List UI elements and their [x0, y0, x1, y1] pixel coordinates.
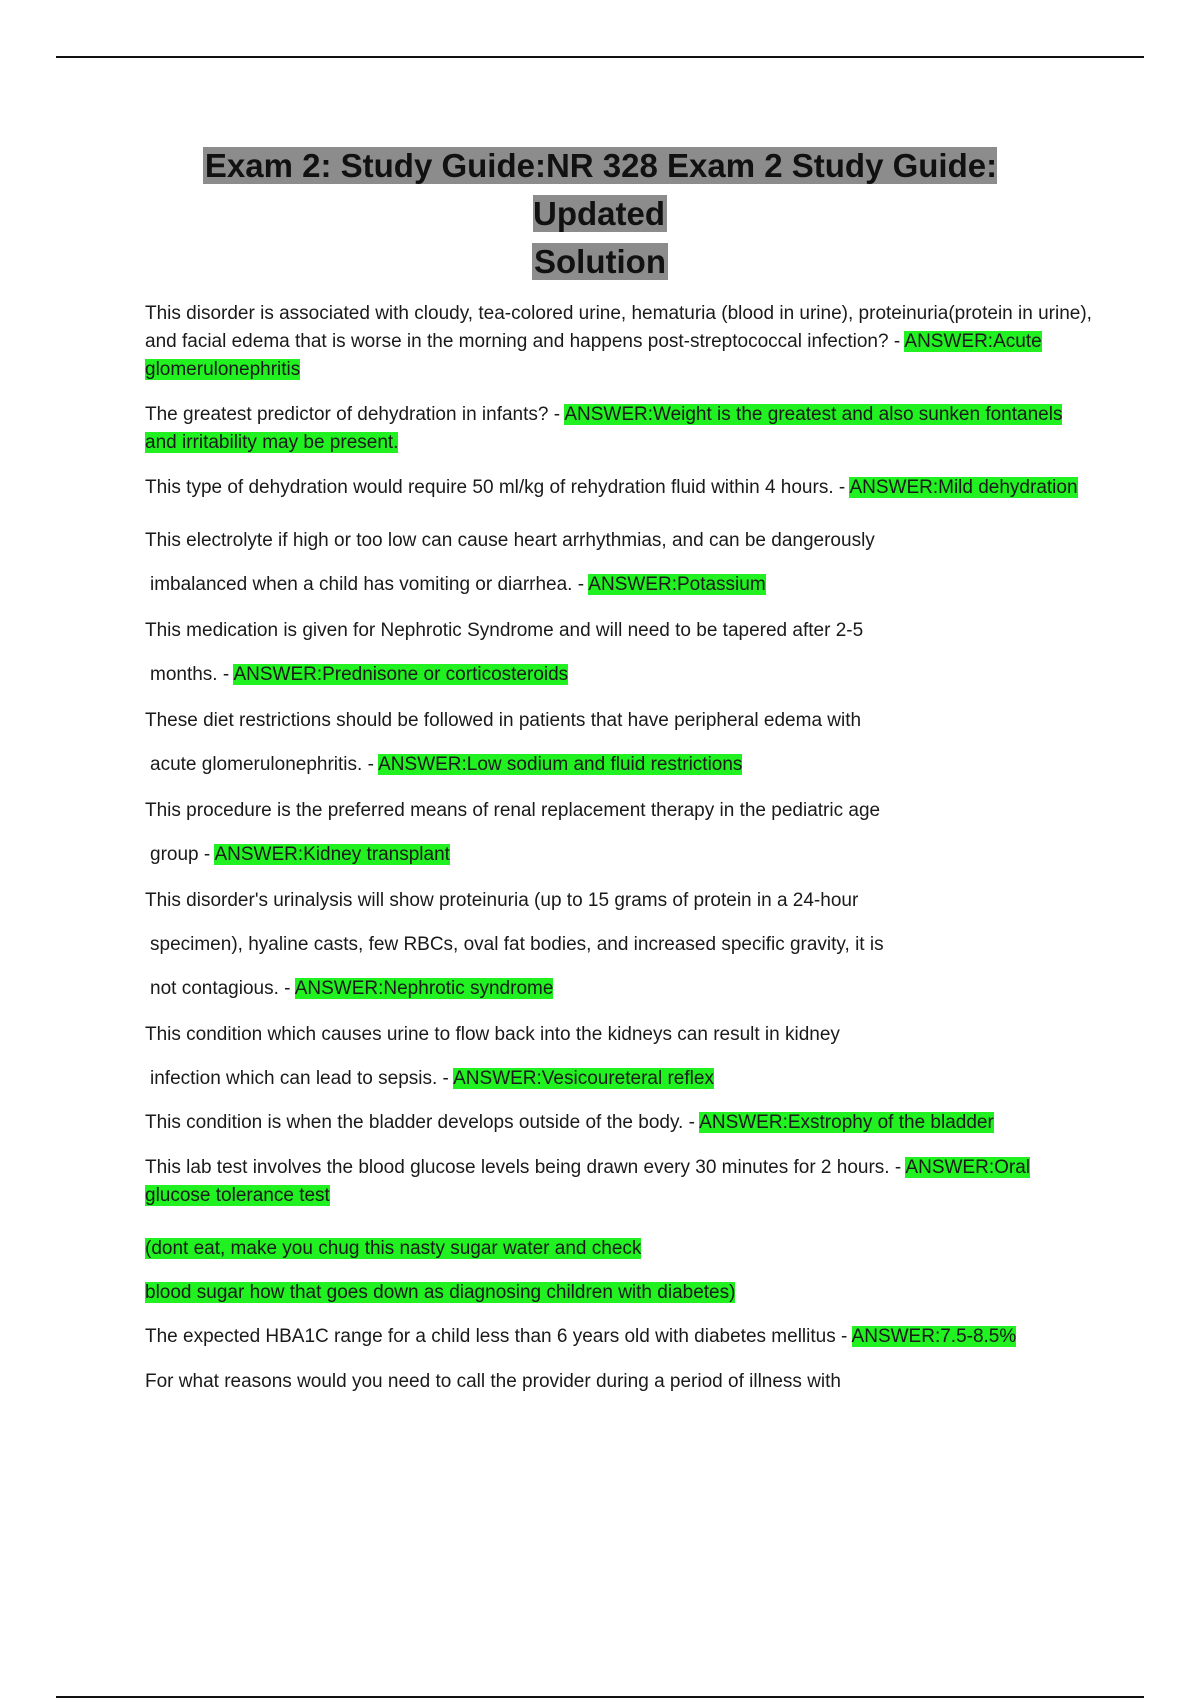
answer-text: ANSWER:Vesicoureteral reflex: [453, 1068, 714, 1089]
answer-note: [145, 1227, 1095, 1315]
qa-item: [145, 879, 1095, 1011]
qa-item: [145, 401, 1095, 457]
qa-item: [145, 1109, 1095, 1137]
title-line-1: Exam 2: Study Guide:NR 328 Exam 2 Study Guide: Updated: [204, 147, 998, 232]
page-title: [150, 142, 1050, 286]
qa-item: [145, 300, 1095, 384]
answer-text: ANSWER:Kidney transplant: [214, 844, 450, 865]
question-text: months. -: [150, 664, 230, 685]
answer-text: ANSWER:Exstrophy of the bladder: [699, 1112, 994, 1133]
question-text: This electrolyte if high or too low can cause heart arrhythmias, and can be dangerously: [145, 530, 875, 551]
question-text: not contagious. -: [150, 978, 291, 999]
answer-text: ANSWER:Potassium: [588, 574, 766, 595]
bottom-rule: [56, 1696, 1144, 1698]
question-text: This procedure is the preferred means of renal replacement therapy in the pediatric age: [145, 800, 881, 821]
answer-text: ANSWER:Mild dehydration: [849, 477, 1078, 498]
answer-text: ANSWER:Weight is the greatest and also sunken fontanels and irritability may be present.: [145, 404, 1063, 453]
top-rule: [56, 56, 1144, 58]
study-guide-content: [145, 300, 1095, 1413]
note-text: blood sugar how that goes down as diagnosing children with diabetes): [145, 1282, 736, 1303]
question-text: This lab test involves the blood glucose levels being drawn every 30 minutes for 2 hours. -: [145, 1157, 902, 1178]
question-text: acute glomerulonephritis. -: [150, 754, 374, 775]
qa-item: [145, 609, 1095, 697]
qa-item: [145, 699, 1095, 787]
question-text: group -: [150, 844, 211, 865]
question-text: This medication is given for Nephrotic Syndrome and will need to be tapered after 2-5: [145, 620, 864, 641]
question-text: This disorder's urinalysis will show proteinuria (up to 15 grams of protein in a 24-hour: [145, 890, 859, 911]
answer-text: ANSWER:Oral glucose tolerance test: [145, 1157, 1030, 1206]
question-text: These diet restrictions should be followed in patients that have peripheral edema with: [145, 710, 862, 731]
answer-text: ANSWER:7.5-8.5%: [851, 1326, 1017, 1347]
qa-item: [145, 474, 1095, 502]
question-text: infection which can lead to sepsis. -: [150, 1068, 449, 1089]
title-line-2: Solution: [534, 243, 666, 280]
question-text: specimen), hyaline casts, few RBCs, oval fat bodies, and increased specific gravity, it is: [150, 934, 884, 955]
question-text: This type of dehydration would require 50 ml/kg of rehydration fluid within 4 hours. -: [145, 477, 846, 498]
answer-text: ANSWER:Low sodium and fluid restrictions: [378, 754, 743, 775]
qa-item: [145, 1154, 1095, 1210]
qa-item: [145, 1013, 1095, 1101]
question-text: This condition is when the bladder develops outside of the body. -: [145, 1112, 695, 1133]
question-text: This disorder is associated with cloudy, tea-colored urine, hematuria (blood in urine), proteinuria(protein in urine), and facial edema that is worse in the morning and happens post-streptococcal infection? -: [145, 303, 1092, 352]
qa-item: [145, 789, 1095, 877]
answer-text: ANSWER:Nephrotic syndrome: [294, 978, 554, 999]
question-text: For what reasons would you need to call the provider during a period of illness with: [145, 1371, 841, 1392]
question-text: This condition which causes urine to flow back into the kidneys can result in kidney: [145, 1024, 840, 1045]
answer-text: ANSWER:Acute glomerulonephritis: [145, 331, 1042, 380]
note-text: (dont eat, make you chug this nasty sugar water and check: [145, 1238, 642, 1259]
question-text: imbalanced when a child has vomiting or diarrhea. -: [150, 574, 585, 595]
answer-text: ANSWER:Prednisone or corticosteroids: [233, 664, 569, 685]
question-text: The expected HBA1C range for a child less than 6 years old with diabetes mellitus -: [145, 1326, 848, 1347]
qa-item: [145, 1368, 1095, 1396]
question-text: The greatest predictor of dehydration in infants? -: [145, 404, 561, 425]
qa-item: [145, 519, 1095, 607]
qa-item: [145, 1323, 1095, 1351]
